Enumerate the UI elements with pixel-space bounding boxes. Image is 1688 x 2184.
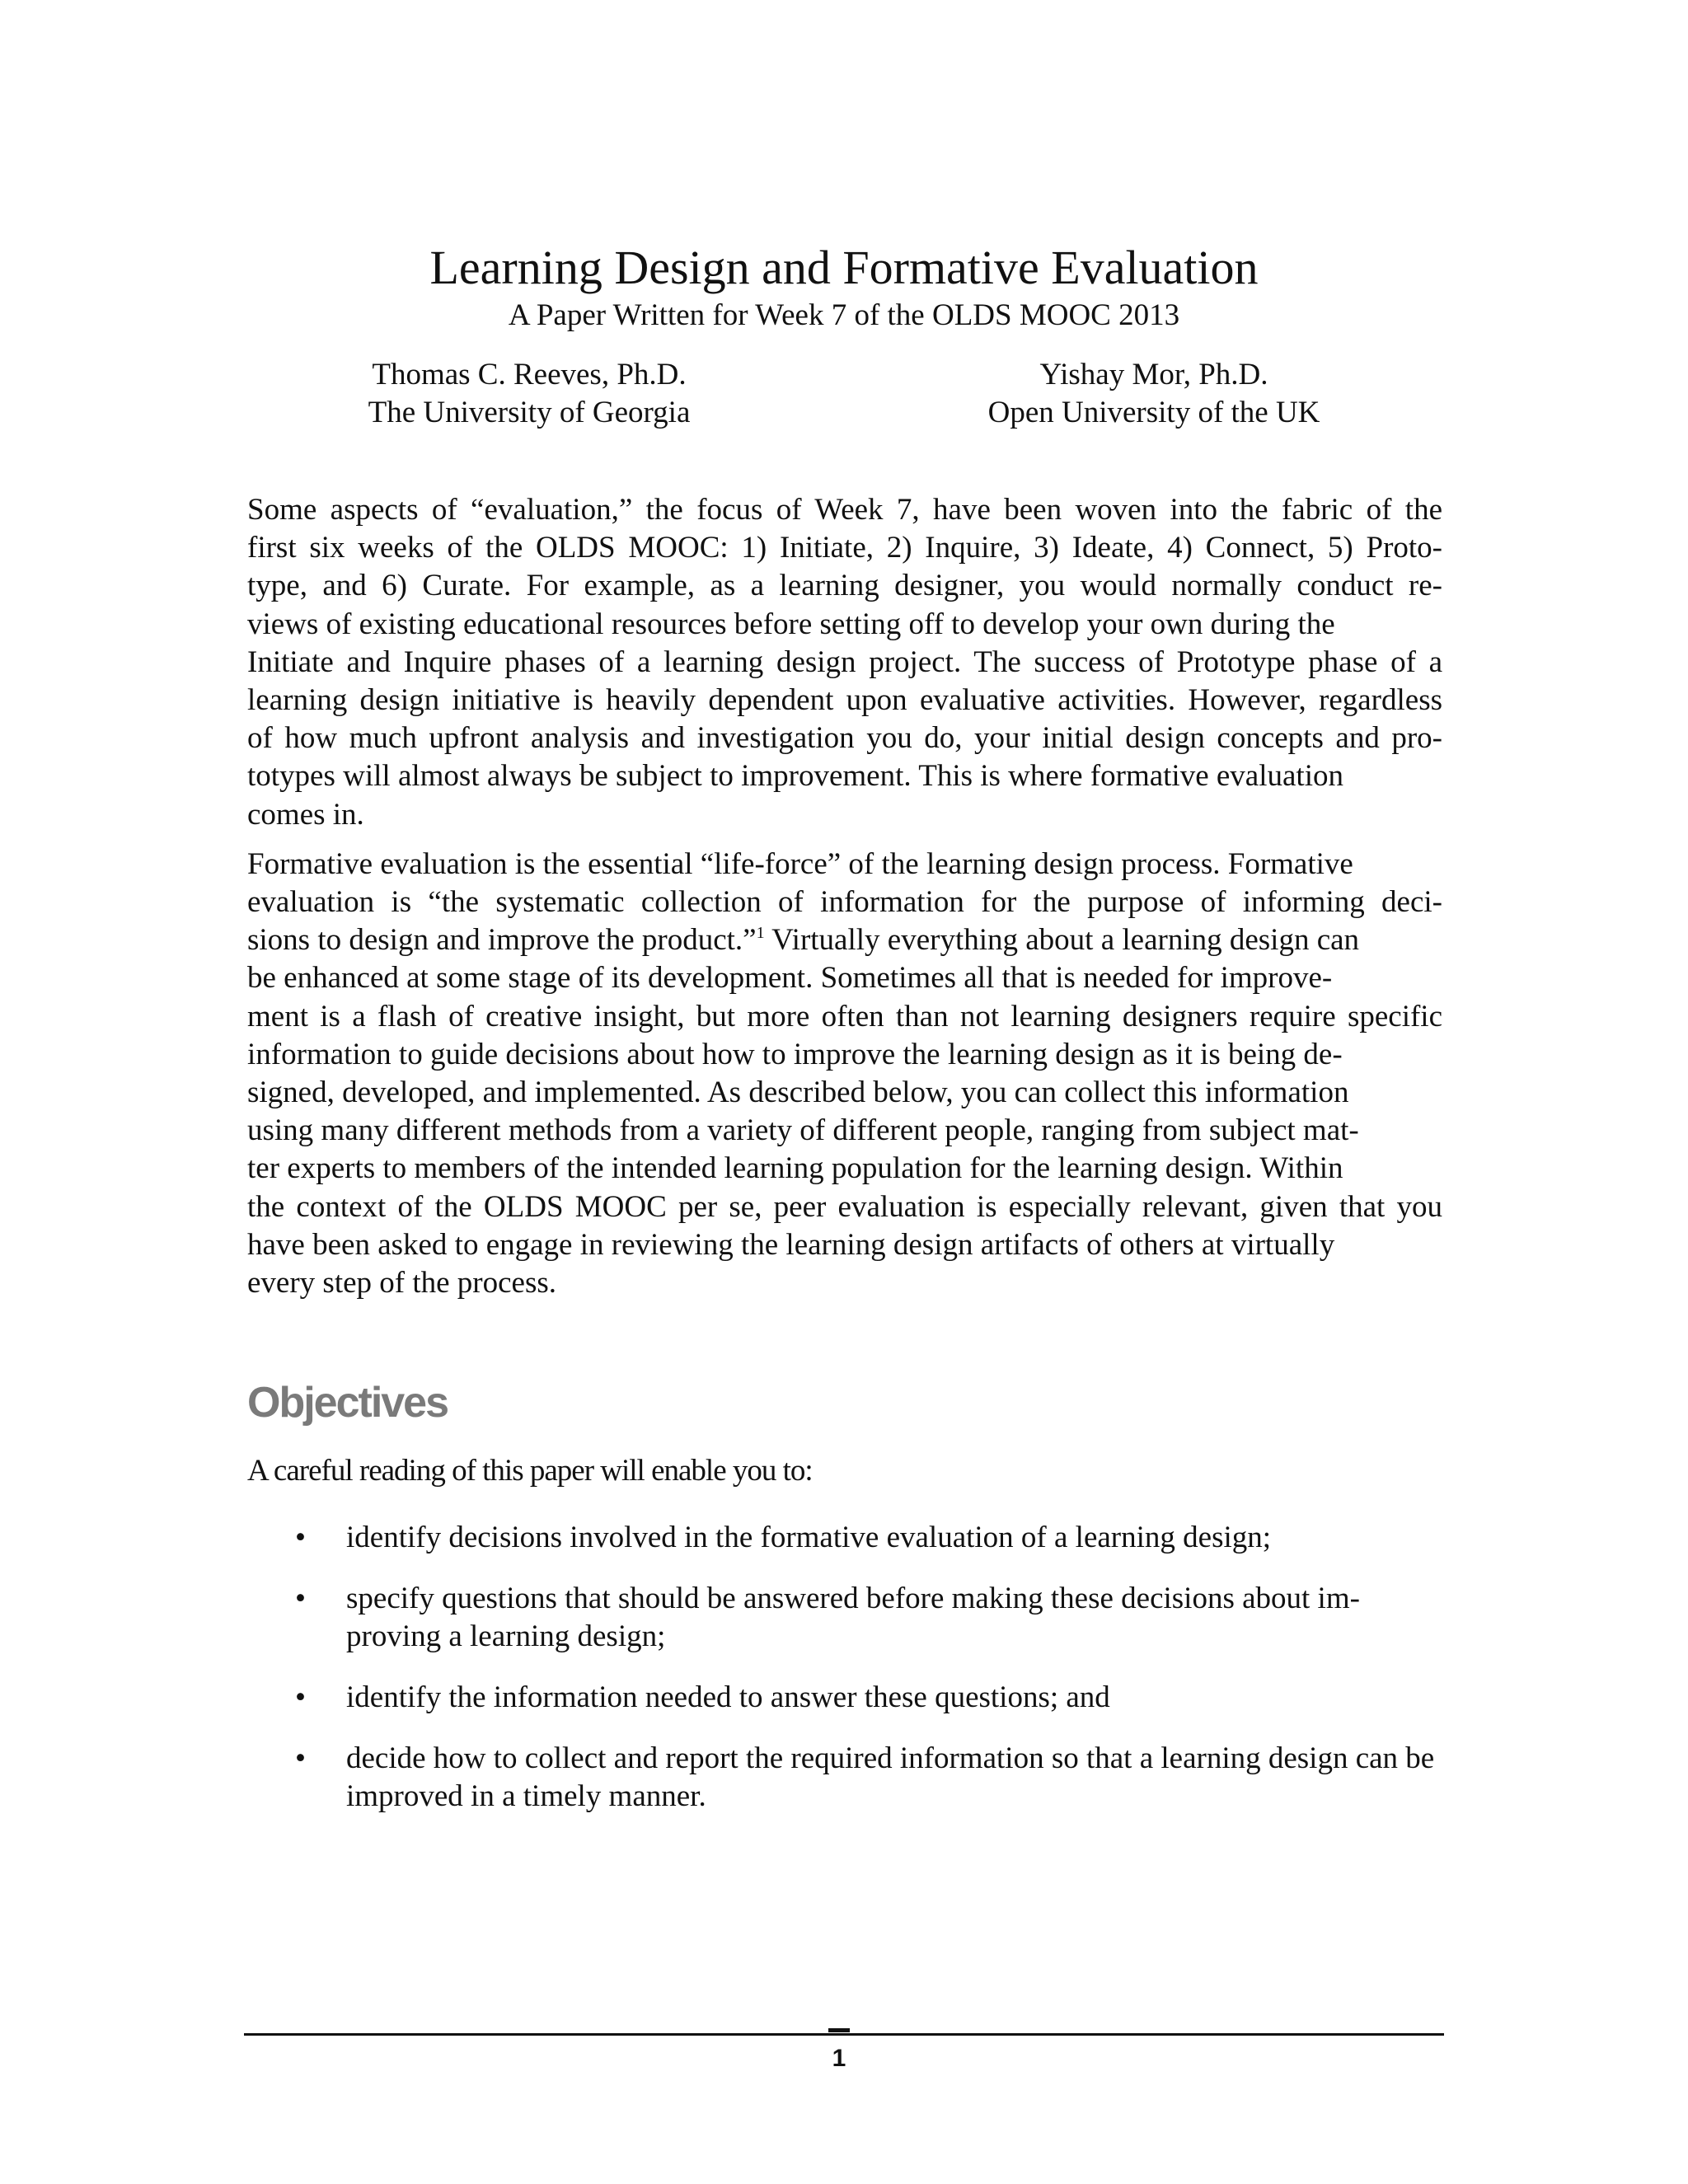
paragraph-line: information to guide decisions about how to improve the learning design as it is being de- <box>247 1037 1343 1071</box>
paragraph-line: learning design initiative is heavily dependent upon evaluative activities. However, regardless <box>247 683 1442 718</box>
author-name: Thomas C. Reeves, Ph.D. <box>372 358 687 391</box>
paragraph-line: totypes will almost always be subject to improvement. This is where formative evaluation <box>247 759 1343 794</box>
paragraph-line: of how much upfront analysis and investigation you do, your initial design concepts and pro- <box>247 721 1442 756</box>
bullet-icon: • <box>295 1680 306 1714</box>
paragraph-1 <box>247 491 1442 834</box>
paragraph-text: Virtually everything about a learning design can <box>764 923 1360 958</box>
paper-title: Learning Design and Formative Evaluation <box>429 241 1259 294</box>
author-name: Yishay Mor, Ph.D. <box>1039 358 1268 391</box>
section-heading-objectives: Objectives <box>247 1379 448 1427</box>
footer-tick-mark <box>828 2028 850 2032</box>
list-item-text: identify the information needed to answer these questions; and <box>346 1680 1110 1714</box>
objectives-list <box>247 1519 1442 1839</box>
paragraph-line: ment is a flash of creative insight, but more often than not learning designers require specific <box>247 999 1442 1033</box>
list-item-text: identify decisions involved in the formative evaluation of a learning design; <box>346 1521 1272 1554</box>
paragraph-line: ter experts to members of the intended learning population for the learning design. Within <box>247 1151 1343 1186</box>
paragraph-2 <box>247 846 1442 1302</box>
paragraph-line: evaluation is “the systematic collection of information for the purpose of informing deci- <box>247 885 1442 920</box>
paragraph-line: first six weeks of the OLDS MOOC: 1) Initiate, 2) Inquire, 3) Ideate, 4) Connect, 5) Proto- <box>247 531 1442 565</box>
objectives-intro: A careful reading of this paper will enable you to: <box>247 1454 813 1488</box>
body-text <box>247 491 1442 1314</box>
paragraph-line <box>247 921 1442 959</box>
paragraph-line: be enhanced at some stage of its development. Sometimes all that is needed for improve- <box>247 961 1333 996</box>
list-item <box>247 1580 1442 1656</box>
paragraph-line: every step of the process. <box>247 1266 557 1301</box>
paper-subtitle: A Paper Written for Week 7 of the OLDS MOOC 2013 <box>508 298 1180 332</box>
paragraph-line: Initiate and Inquire phases of a learning design project. The success of Prototype phase of a <box>247 644 1442 679</box>
author-block-2 <box>923 356 1385 432</box>
list-item-text: specify questions that should be answered before making these decisions about im-proving a learning design; <box>346 1582 1360 1653</box>
paragraph-text: sions to design and improve the product.” <box>247 923 757 958</box>
author-block-1 <box>298 356 760 432</box>
paragraph-line: Formative evaluation is the essential “life-force” of the learning design process. Formative <box>247 846 1353 881</box>
list-item <box>247 1740 1442 1816</box>
bullet-icon: • <box>295 1521 306 1554</box>
paragraph-line: the context of the OLDS MOOC per se, peer evaluation is especially relevant, given that you <box>247 1189 1442 1224</box>
list-item <box>247 1519 1442 1557</box>
paragraph-line: using many different methods from a variety of different people, ranging from subject mat- <box>247 1113 1359 1148</box>
paragraph-line: signed, developed, and implemented. As described below, you can collect this information <box>247 1076 1349 1110</box>
paragraph-line: type, and 6) Curate. For example, as a learning designer, you would normally conduct re- <box>247 569 1442 603</box>
paragraph-line: views of existing educational resources before setting off to develop your own during the <box>247 607 1335 641</box>
author-affiliation: The University of Georgia <box>368 396 691 429</box>
bullet-icon: • <box>295 1741 306 1775</box>
footer-divider <box>244 2033 1444 2036</box>
bullet-icon: • <box>295 1582 306 1615</box>
list-item-text: decide how to collect and report the required information so that a learning design can be improved in a timely manner. <box>346 1741 1435 1813</box>
paragraph-line: have been asked to engage in reviewing the learning design artifacts of others at virtually <box>247 1227 1335 1262</box>
paragraph-line: comes in. <box>247 797 364 832</box>
author-affiliation: Open University of the UK <box>987 396 1320 429</box>
page-number: 1 <box>832 2045 846 2072</box>
footnote-marker[interactable]: 1 <box>756 924 765 943</box>
title-block <box>0 239 1688 335</box>
paragraph-line: Some aspects of “evaluation,” the focus of Week 7, have been woven into the fabric of the <box>247 493 1442 527</box>
list-item <box>247 1679 1442 1717</box>
